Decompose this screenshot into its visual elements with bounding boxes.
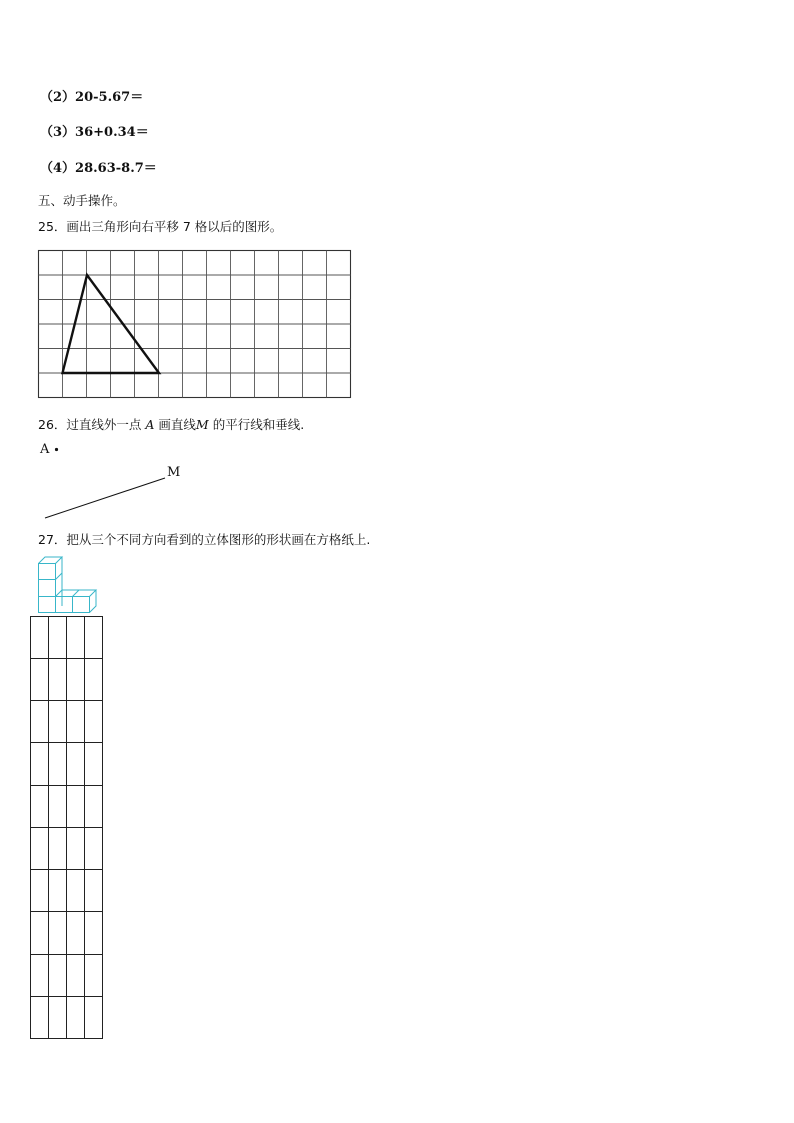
question-26-part2: 画直线 [154, 417, 196, 432]
translation-grid [39, 251, 351, 398]
question-25-text: 25．画出三角形向右平移 7 格以后的图形。 [38, 219, 283, 234]
calc-expression: 20-5.67＝ [75, 90, 144, 105]
question-26-part1: 26．过直线外一点 [38, 417, 146, 432]
cube-figure [39, 557, 97, 613]
section-title: 五、动手操作。 [38, 193, 126, 208]
calc-index: （3） [40, 125, 76, 140]
calc-expression: 36+0.34＝ [75, 125, 149, 140]
calc-index: （4） [40, 161, 76, 176]
point-a-symbol: A [145, 417, 155, 432]
calc-index: （2） [40, 90, 76, 105]
line-m-label: M [167, 465, 181, 480]
question-26-part3: 的平行线和垂线. [208, 417, 305, 432]
point-a-label: A [40, 442, 50, 457]
line-m-symbol: M [195, 417, 209, 432]
line-m [45, 478, 165, 518]
answer-grid [31, 617, 103, 1039]
question-26-text [38, 417, 304, 433]
calc-expression: 28.63-8.7＝ [75, 161, 157, 176]
point-a-dot [55, 448, 58, 451]
question-27-text: 27．把从三个不同方向看到的立体图形的形状画在方格纸上. [38, 532, 371, 547]
